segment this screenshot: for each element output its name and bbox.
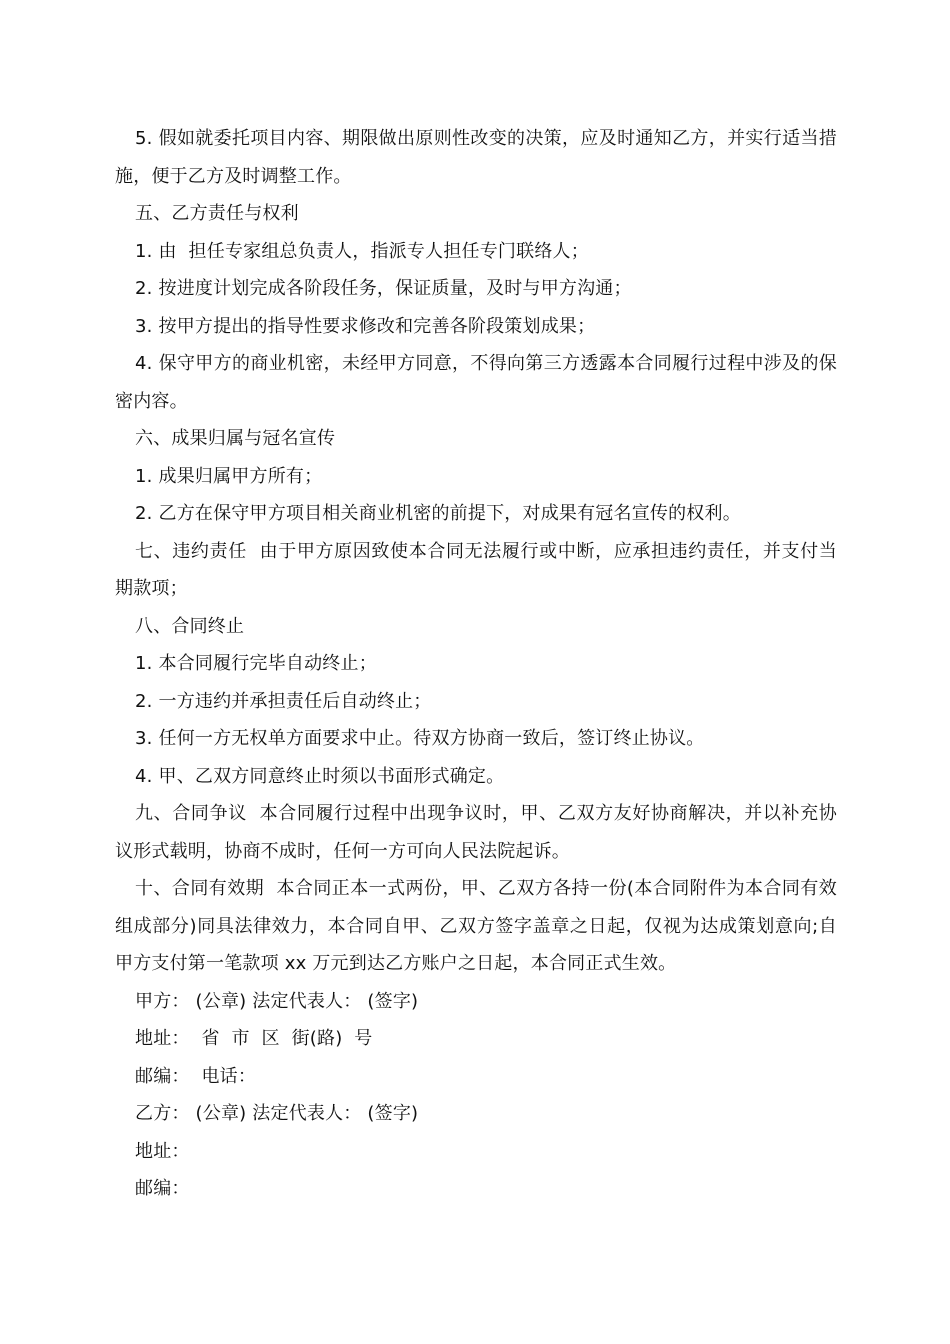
clause-8-2: 2. 一方违约并承担责任后自动终止； bbox=[135, 690, 432, 712]
clause-4-5-notify-changes: 5. 假如就委托项目内容、期限做出原则性改变的决策，应及时通知乙方，并实行适当措施，便于乙方及时调整工作。 bbox=[115, 128, 837, 187]
clause-8-4: 4. 甲、乙双方同意终止时须以书面形式确定。 bbox=[135, 765, 505, 787]
document-body bbox=[115, 120, 837, 1208]
section-8-heading: 八、合同终止 bbox=[135, 615, 245, 637]
clause-5-4: 4. 保守甲方的商业机密，未经甲方同意，不得向第三方透露本合同履行过程中涉及的保密内容。 bbox=[115, 353, 837, 412]
section-5-heading: 五、乙方责任与权利 bbox=[135, 203, 299, 224]
section-9-dispute: 九、合同争议 本合同履行过程中出现争议时，甲、乙双方友好协商解决，并以补充协议形式载明，协商不成时，任何一方可向人民法院起诉。 bbox=[115, 803, 837, 862]
section-6-heading: 六、成果归属与冠名宣传 bbox=[135, 428, 336, 449]
clause-6-2: 2. 乙方在保守甲方项目相关商业机密的前提下，对成果有冠名宣传的权利。 bbox=[135, 503, 741, 524]
clause-5-1: 1. 由 担任专家组总负责人，指派专人担任专门联络人； bbox=[135, 240, 589, 262]
party-a-address: 地址： 省 市 区 街(路) 号 bbox=[135, 1028, 373, 1049]
party-b-postcode: 邮编： bbox=[135, 1178, 190, 1199]
clause-5-3: 3. 按甲方提出的指导性要求修改和完善各阶段策划成果； bbox=[135, 315, 596, 337]
clause-8-3: 3. 任何一方无权单方面要求中止。待双方协商一致后，签订终止协议。 bbox=[135, 728, 705, 749]
party-b-signature-line: 乙方： (公章) 法定代表人： (签字) bbox=[135, 1103, 419, 1124]
clause-6-1: 1. 成果归属甲方所有； bbox=[135, 465, 323, 487]
section-7-breach: 七、违约责任 由于甲方原因致使本合同无法履行或中断，应承担违约责任，并支付当期款项； bbox=[115, 540, 837, 599]
party-b-address: 地址： bbox=[135, 1140, 190, 1162]
party-a-postcode-phone: 邮编： 电话： bbox=[135, 1065, 257, 1087]
clause-8-1: 1. 本合同履行完毕自动终止； bbox=[135, 653, 377, 674]
section-10-validity: 十、合同有效期 本合同正本一式两份，甲、乙双方各持一份(本合同附件为本合同有效组成部分)同具法律效力，本合同自甲、乙双方签字盖章之日起，仅视为达成策划意向;自甲方支付第一笔款项 xx 万元到达乙方账户之日起，本合同正式生效。 bbox=[115, 878, 837, 974]
party-a-signature-line: 甲方： (公章) 法定代表人： (签字) bbox=[135, 990, 419, 1012]
clause-5-2: 2. 按进度计划完成各阶段任务，保证质量，及时与甲方沟通； bbox=[135, 278, 632, 299]
